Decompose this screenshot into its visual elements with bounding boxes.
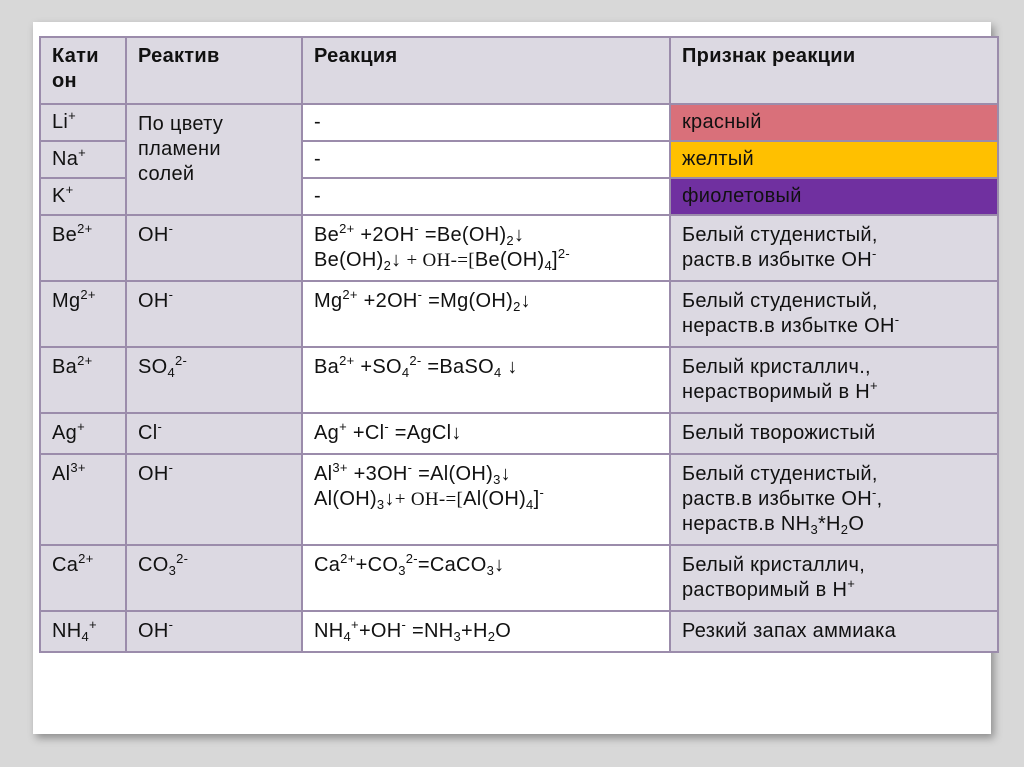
slide xyxy=(33,22,991,734)
reaction-line: $Be^{2+} +2OH^-$ $=Be(OH)_2↓$ xyxy=(314,221,525,248)
reaction-line: $NH_4^++OH^- =NH_3+H_2O$ xyxy=(314,617,512,644)
reaction-cell xyxy=(302,454,670,545)
cation-cell: $Ba^{2+}$ xyxy=(40,347,126,413)
reaction-cell: - xyxy=(302,104,670,141)
sign-cell: Белый творожистый xyxy=(670,413,998,454)
reaction-line: $Al(OH)_3↓+ OH-=[Al(OH)_4]^-$ xyxy=(314,485,545,512)
reaction-line: $Al^{3+} +3OH^-$ $=Al(OH)_3↓$ xyxy=(314,460,511,487)
reagent-cell: $CO_3^{2-}$ xyxy=(126,545,302,611)
sign-cell: Белый студенистый, раств.в избытке OH-, нераств.в $NH_3*H_2O$ xyxy=(670,454,998,545)
table-row xyxy=(40,413,998,454)
sign-cell: Резкий запах аммиака xyxy=(670,611,998,652)
reagent-cell-flame: По цвету пламени солей xyxy=(126,104,302,215)
reaction-line: $Be(OH)_2↓ + OH-=[Be(OH)_4]^{2-}$ xyxy=(314,246,571,273)
cation-cell: K+ xyxy=(40,178,126,215)
reagent-cell: OH- xyxy=(126,281,302,347)
reaction-cell xyxy=(302,545,670,611)
cation-cell: $Be^{2+}$ xyxy=(40,215,126,281)
reaction-cell: - xyxy=(302,178,670,215)
reagent-cell: $SO_4^{2-}$ xyxy=(126,347,302,413)
cation-cell: Ag+ xyxy=(40,413,126,454)
sign-cell: Белый студенистый, нераств.в избытке OH- xyxy=(670,281,998,347)
reagent-cell: OH- xyxy=(126,215,302,281)
sign-cell: Белый кристаллич., нерастворимый в H+ xyxy=(670,347,998,413)
cation-reactions-table xyxy=(39,36,999,653)
cation-cell: $NH_4^+$ xyxy=(40,611,126,652)
reaction-cell xyxy=(302,281,670,347)
table-row xyxy=(40,104,998,141)
table-row xyxy=(40,281,998,347)
header-sign: Признак реакции xyxy=(670,37,998,104)
reaction-cell xyxy=(302,347,670,413)
sign-cell-purple: фиолетовый xyxy=(670,178,998,215)
reaction-cell xyxy=(302,611,670,652)
cation-cell: $Ca^{2+}$ xyxy=(40,545,126,611)
header-cation: Кати он xyxy=(40,37,126,104)
reagent-cell: Cl- xyxy=(126,413,302,454)
sign-cell: Белый кристаллич, растворимый в H+ xyxy=(670,545,998,611)
cation-cell: Na+ xyxy=(40,141,126,178)
reaction-cell xyxy=(302,413,670,454)
table-row xyxy=(40,454,998,545)
reaction-line: $Ca^{2+}+CO_3^{2-}=CaCO_3↓$ xyxy=(314,551,505,578)
reagent-cell: OH- xyxy=(126,611,302,652)
table-row xyxy=(40,611,998,652)
table-row xyxy=(40,215,998,281)
cation-cell: Li+ xyxy=(40,104,126,141)
reagent-cell: OH- xyxy=(126,454,302,545)
sign-cell: Белый студенистый, раств.в избытке OH- xyxy=(670,215,998,281)
cation-cell: $Al^{3+}$ xyxy=(40,454,126,545)
table-row xyxy=(40,545,998,611)
reaction-line: $Ba^{2+} +SO_4^{2-}$ =BaSO$_4$ ↓ xyxy=(314,353,518,380)
table-row xyxy=(40,347,998,413)
header-row xyxy=(40,37,998,104)
header-reaction: Реакция xyxy=(302,37,670,104)
reaction-cell: - xyxy=(302,141,670,178)
sign-cell-yellow: желтый xyxy=(670,141,998,178)
reaction-cell xyxy=(302,215,670,281)
reaction-line: $Mg^{2+} +2OH^-$ $=Mg(OH)_2↓$ xyxy=(314,287,531,314)
sign-cell-red: красный xyxy=(670,104,998,141)
cation-cell: $Mg^{2+}$ xyxy=(40,281,126,347)
header-reagent: Реактив xyxy=(126,37,302,104)
reaction-line: Ag+ +Cl- =AgCl↓ xyxy=(314,419,462,444)
